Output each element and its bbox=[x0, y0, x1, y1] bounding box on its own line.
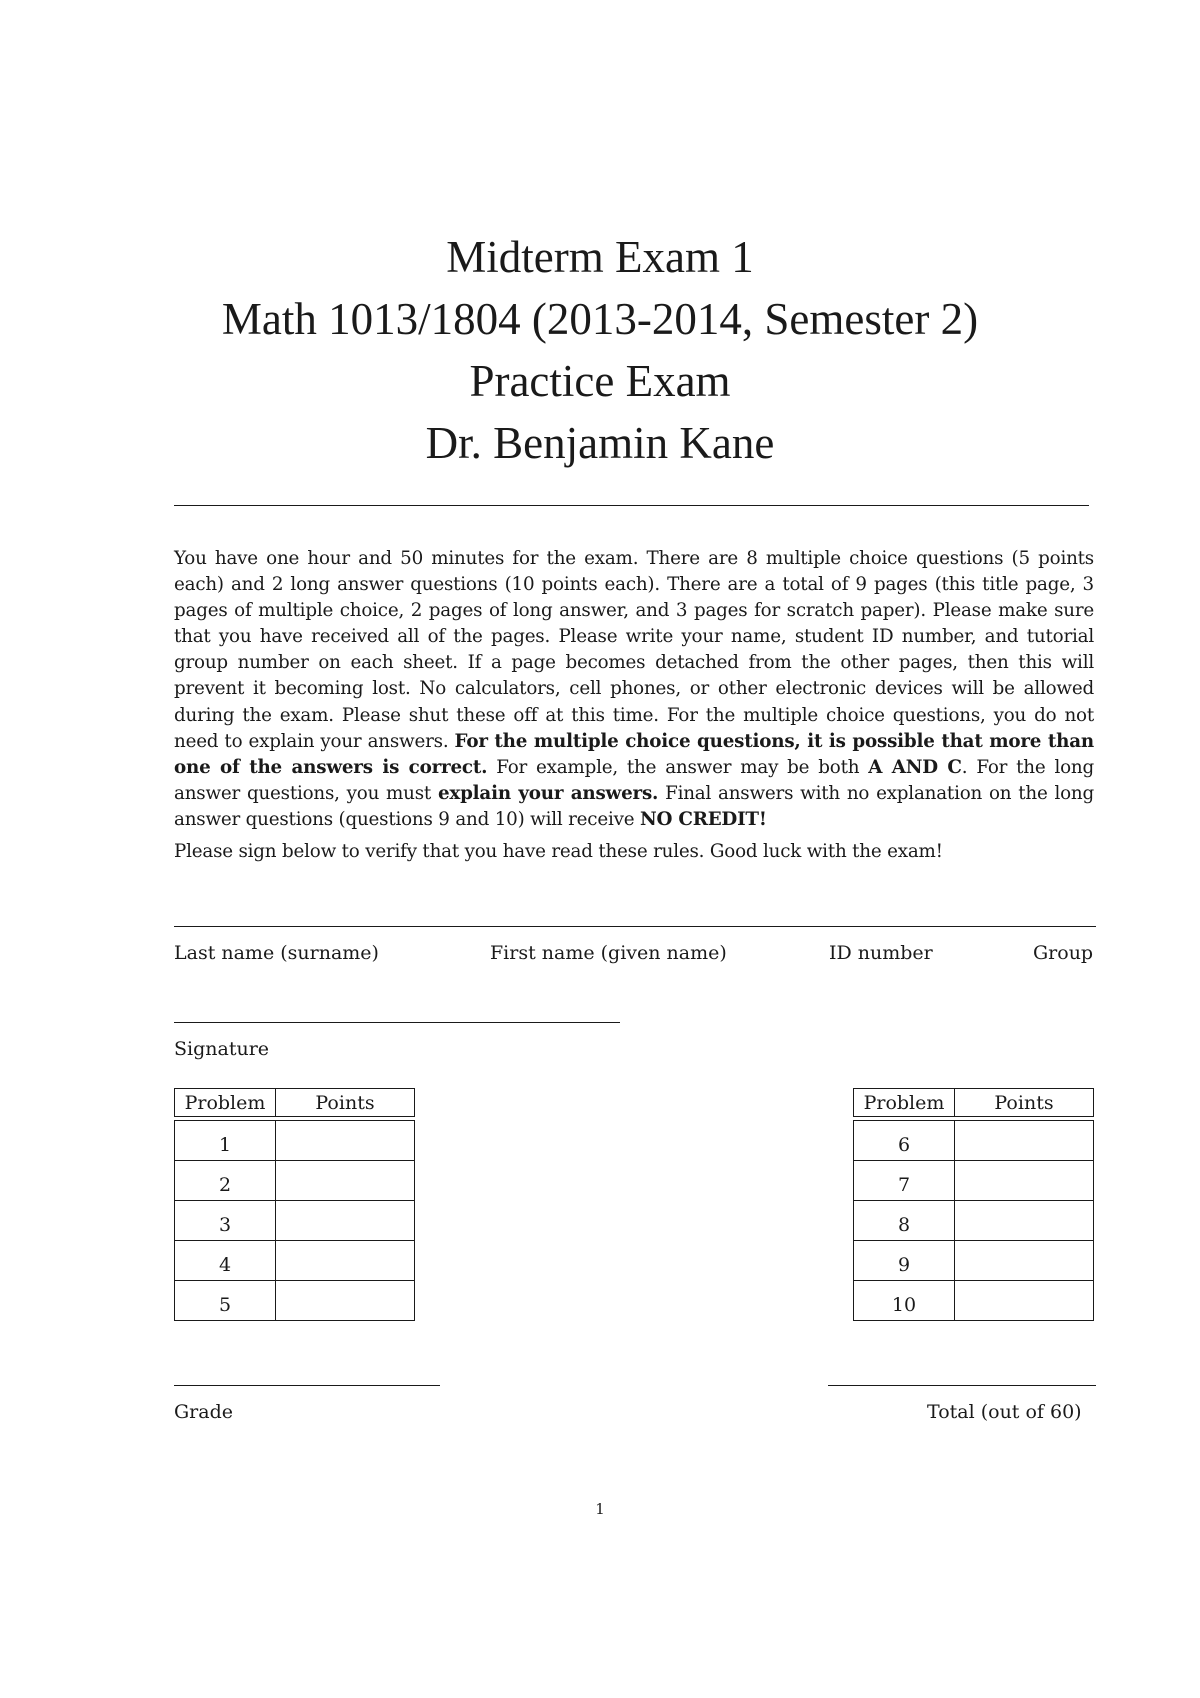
instructions-text: . For the long answer questions, you must bbox=[174, 756, 1094, 804]
total-label: Total (out of 60) bbox=[927, 1401, 1082, 1423]
points-cell[interactable] bbox=[276, 1241, 415, 1281]
points-header: Points bbox=[276, 1089, 415, 1117]
instructions-emphasis-a-and-c: A AND C bbox=[868, 756, 962, 778]
instructions-paragraph bbox=[174, 546, 1094, 833]
grade-label: Grade bbox=[174, 1401, 233, 1423]
points-cell[interactable] bbox=[276, 1281, 415, 1321]
instructions-emphasis-multiple-answers: For the multiple choice questions, it is possible that more than one of the answers is correct. bbox=[174, 730, 1094, 778]
points-cell[interactable] bbox=[955, 1241, 1094, 1281]
course-title: Math 1013/1804 (2013-2014, Semester 2) bbox=[221, 294, 979, 344]
score-table-right bbox=[853, 1088, 1094, 1321]
first-name-label: First name (given name) bbox=[490, 942, 727, 964]
problem-number: 4 bbox=[175, 1241, 276, 1281]
instructions-emphasis-explain: explain your answers. bbox=[437, 782, 659, 804]
table-row bbox=[854, 1281, 1094, 1321]
exam-instructions bbox=[174, 546, 1094, 865]
table-row bbox=[175, 1121, 415, 1161]
points-cell[interactable] bbox=[955, 1161, 1094, 1201]
problem-header: Problem bbox=[175, 1089, 276, 1117]
instructions-text: For example, the answer may be both bbox=[487, 756, 869, 778]
points-cell[interactable] bbox=[276, 1201, 415, 1241]
id-number-label: ID number bbox=[829, 942, 933, 964]
score-table-header bbox=[854, 1089, 1094, 1117]
instructions-text: You have one hour and 50 minutes for the exam. There are 8 multiple choice questions (5 points each) and 2 long answer questions (10 points each). There are a total of 9 pages (this title page, 3 pages of multiple choice, 2 pages of long answer, and 3 pages for scratch paper). Please make sure that you have received all of the pages. Please write your name, student ID number, and tutorial group number on each sheet. If a page becomes detached from the other pages, then this will prevent it becoming lost. No calculators, cell phones, or other electronic devices will be allowed during the exam. Please shut these off at this time. For the multiple choice questions, you do not need to explain your answers. bbox=[174, 548, 1094, 752]
score-table-left bbox=[174, 1088, 415, 1321]
points-cell[interactable] bbox=[276, 1161, 415, 1201]
points-header: Points bbox=[955, 1089, 1094, 1117]
table-row bbox=[854, 1241, 1094, 1281]
last-name-label: Last name (surname) bbox=[174, 942, 379, 964]
problem-number: 8 bbox=[854, 1201, 955, 1241]
title-divider bbox=[174, 505, 1089, 506]
problem-number: 9 bbox=[854, 1241, 955, 1281]
sign-note: Please sign below to verify that you have read these rules. Good luck with the exam! bbox=[174, 841, 943, 863]
exam-type: Practice Exam bbox=[469, 356, 731, 406]
instructions-text: Final answers with no explanation on the long answer questions (questions 9 and 10) will receive bbox=[174, 782, 1094, 830]
total-line[interactable] bbox=[828, 1385, 1096, 1386]
problem-number: 10 bbox=[854, 1281, 955, 1321]
problem-number: 5 bbox=[175, 1281, 276, 1321]
points-cell[interactable] bbox=[955, 1201, 1094, 1241]
grade-line[interactable] bbox=[174, 1385, 440, 1386]
page-number: 1 bbox=[595, 1500, 605, 1518]
table-row bbox=[854, 1121, 1094, 1161]
problem-number: 2 bbox=[175, 1161, 276, 1201]
table-row bbox=[854, 1201, 1094, 1241]
group-label: Group bbox=[1033, 942, 1094, 964]
points-cell[interactable] bbox=[955, 1121, 1094, 1161]
points-cell[interactable] bbox=[955, 1281, 1094, 1321]
table-row bbox=[175, 1241, 415, 1281]
score-table-header bbox=[175, 1089, 415, 1117]
problem-number: 7 bbox=[854, 1161, 955, 1201]
name-id-signature-line[interactable] bbox=[174, 926, 1096, 927]
table-row bbox=[175, 1281, 415, 1321]
problem-number: 1 bbox=[175, 1121, 276, 1161]
problem-header: Problem bbox=[854, 1089, 955, 1117]
signature-label: Signature bbox=[174, 1038, 270, 1060]
instructions-emphasis-no-credit: NO CREDIT! bbox=[639, 808, 767, 830]
instructor-name: Dr. Benjamin Kane bbox=[425, 418, 775, 468]
problem-number: 6 bbox=[854, 1121, 955, 1161]
points-cell[interactable] bbox=[276, 1121, 415, 1161]
exam-title: Midterm Exam 1 bbox=[446, 232, 754, 282]
table-row bbox=[854, 1161, 1094, 1201]
exam-title-block bbox=[0, 226, 1200, 474]
table-row bbox=[175, 1161, 415, 1201]
table-row bbox=[175, 1201, 415, 1241]
signature-line[interactable] bbox=[174, 1022, 620, 1023]
problem-number: 3 bbox=[175, 1201, 276, 1241]
